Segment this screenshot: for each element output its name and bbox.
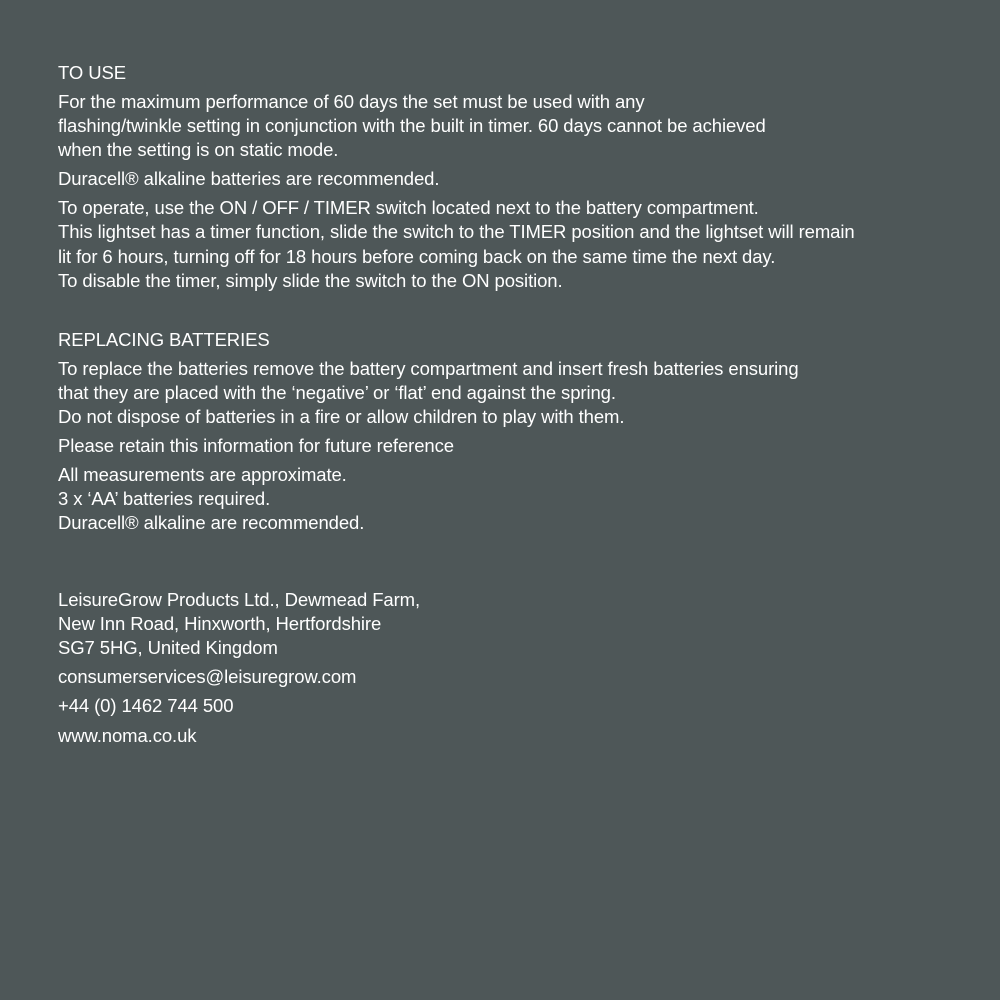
- to-use-line-2: flashing/twinkle setting in conjunction with the built in timer. 60 days cannot be achieved: [58, 115, 766, 136]
- replacing-batteries-line-3: Do not dispose of batteries in a fire or allow children to play with them.: [58, 406, 625, 427]
- company-address-line-2: New Inn Road, Hinxworth, Hertfordshire: [58, 613, 382, 634]
- replacing-batteries-line-5: All measurements are approximate.: [58, 464, 347, 485]
- to-use-heading: TO USE: [58, 62, 126, 83]
- to-use-line-5: To operate, use the ON / OFF / TIMER switch located next to the battery compartment.: [58, 197, 759, 218]
- replacing-batteries-line-7: Duracell® alkaline are recommended.: [58, 512, 365, 533]
- company-address-line-3: SG7 5HG, United Kingdom: [58, 637, 278, 658]
- contact-website: www.noma.co.uk: [58, 725, 197, 746]
- to-use-line-6: This lightset has a timer function, slide the switch to the TIMER position and the lightset will remain: [58, 221, 855, 242]
- company-address-line-1: LeisureGrow Products Ltd., Dewmead Farm,: [58, 589, 421, 610]
- contact-email: consumerservices@leisuregrow.com: [58, 666, 357, 687]
- replacing-batteries-line-2: that they are placed with the ‘negative’ or ‘flat’ end against the spring.: [58, 382, 616, 403]
- replacing-batteries-line-1: To replace the batteries remove the battery compartment and insert fresh batteries ensuring: [58, 358, 799, 379]
- replacing-batteries-line-4: Please retain this information for future reference: [58, 435, 454, 456]
- to-use-line-8: To disable the timer, simply slide the switch to the ON position.: [58, 270, 563, 291]
- replacing-batteries-line-6: 3 x ‘AA’ batteries required.: [58, 488, 271, 509]
- to-use-line-1: For the maximum performance of 60 days the set must be used with any: [58, 91, 645, 112]
- contact-phone: +44 (0) 1462 744 500: [58, 695, 234, 716]
- to-use-line-4: Duracell® alkaline batteries are recommended.: [58, 168, 440, 189]
- to-use-line-3: when the setting is on static mode.: [58, 139, 339, 160]
- to-use-line-7: lit for 6 hours, turning off for 18 hours before coming back on the same time the next day.: [58, 246, 776, 267]
- instruction-sheet: [58, 0, 988, 1000]
- replacing-batteries-heading: REPLACING BATTERIES: [58, 329, 270, 350]
